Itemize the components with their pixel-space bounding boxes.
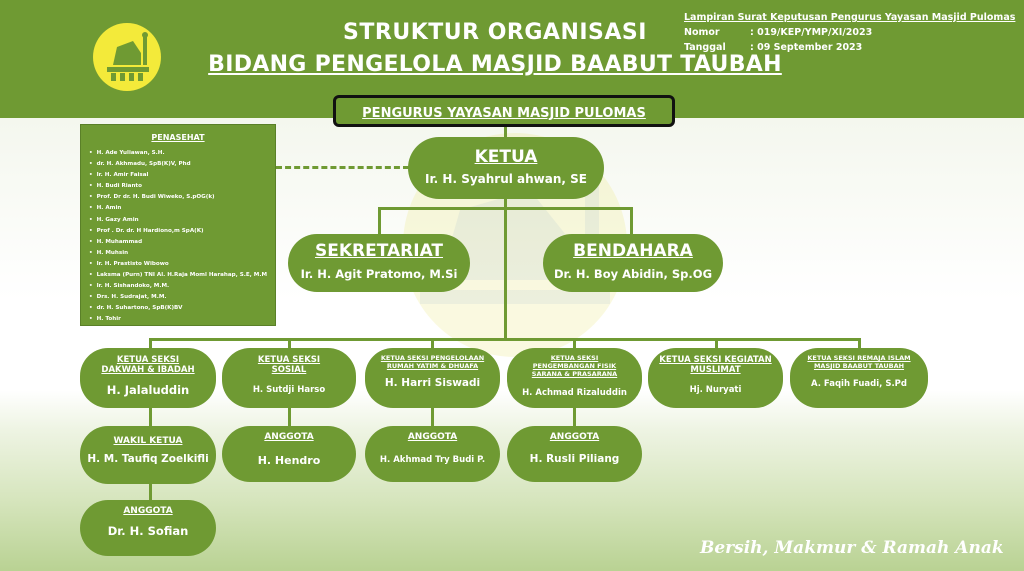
- seksi-name: H. Harri Siswadi: [384, 377, 481, 389]
- ketua-name: Ir. H. Syahrul ahwan, SE: [425, 172, 587, 186]
- connector-line: [378, 207, 381, 237]
- anggota-title: ANGGOTA: [549, 432, 600, 442]
- connector-line: [504, 198, 507, 341]
- anggota-name: H. Hendro: [257, 454, 321, 467]
- sekretariat-node: [288, 234, 470, 292]
- seksi-fisik-node: [507, 348, 642, 408]
- seksi-yatim-node: [365, 348, 500, 408]
- anggota-yatim-node: [365, 426, 500, 482]
- seksi-dakwah-node: [80, 348, 216, 408]
- seksi-sosial-node: [222, 348, 356, 408]
- bendahara-title: BENDAHARA: [573, 241, 693, 261]
- anggota-title: ANGGOTA: [264, 432, 314, 442]
- list-item: • dr. H. Suhartono, SpB(K)BV: [89, 303, 275, 314]
- seksi-name: H. Jalaluddin: [106, 383, 190, 397]
- seksi-name: Hj. Nuryati: [689, 385, 742, 395]
- connector-line: [149, 408, 152, 426]
- seksi-name: H. Achmad Rizaluddin: [522, 388, 627, 398]
- list-item: • Prof . Dr. dr. H Hardiono,m SpA(K): [89, 226, 275, 237]
- anggota-fisik-node: [507, 426, 642, 482]
- list-item: • H. Muhsin: [89, 248, 275, 259]
- seksi-name: A. Faqih Fuadi, S.Pd: [811, 379, 907, 389]
- list-item: • Drs. H. Sudrajat, M.M.: [89, 292, 275, 303]
- list-item: • Ir. H. Prastisto Wibowo: [89, 259, 275, 270]
- list-item: • Laksma (Purn) TNI Al. H.Raja Moml Harahap, S.E, M.M: [89, 270, 275, 281]
- wakil-ketua-node: [80, 426, 216, 484]
- list-item: • Ir. H. Amir Faisal: [89, 170, 275, 181]
- reference-block: [684, 10, 1015, 55]
- tanggal-value: : 09 September 2023: [750, 42, 863, 53]
- seksi-name: H. Sutdji Harso: [252, 385, 326, 395]
- seksi-title: KETUA SEKSI DAKWAH & IBADAH: [101, 355, 195, 375]
- connector-line: [149, 338, 861, 341]
- anggota-sosial-node: [222, 426, 356, 482]
- penasehat-dashed-line: [276, 166, 409, 169]
- list-item: • H. Budi Rianto: [89, 181, 275, 192]
- mosque-logo-icon: [93, 23, 161, 91]
- anggota-name: Dr. H. Sofian: [107, 524, 189, 538]
- nomor-value: : 019/KEP/YMP/XI/2023: [750, 27, 873, 38]
- connector-line: [431, 408, 434, 426]
- seksi-title: KETUA SEKSI KEGIATAN MUSLIMAT: [659, 355, 772, 375]
- nomor-label: Nomor: [684, 27, 720, 38]
- pengurus-yayasan-box: PENGURUS YAYASAN MASJID PULOMAS: [333, 95, 675, 127]
- connector-line: [378, 207, 633, 210]
- seksi-title: KETUA SEKSI SOSIAL: [257, 355, 321, 375]
- list-item: • H. Muhammad: [89, 237, 275, 248]
- penasehat-title: PENASEHAT: [151, 133, 205, 142]
- bendahara-name: Dr. H. Boy Abidin, Sp.OG: [553, 267, 713, 281]
- wakil-ketua-title: WAKIL KETUA: [113, 436, 183, 446]
- seksi-remaja-node: [790, 348, 928, 408]
- wakil-ketua-name: H. M. Taufiq Zoelkifli: [87, 453, 209, 465]
- anggota-name: H. Rusli Piliang: [529, 453, 620, 465]
- anggota-name: H. Akhmad Try Budi P.: [379, 455, 486, 465]
- anggota-title: ANGGOTA: [123, 506, 173, 516]
- connector-line: [630, 207, 633, 237]
- reference-heading: Lampiran Surat Keputusan Pengurus Yayasan Masjid Pulomas: [684, 12, 1016, 23]
- anggota-dakwah-node: [80, 500, 216, 556]
- list-item: • dr. H. Akhmadu, SpB(K)V, Phd: [89, 159, 275, 170]
- list-item: • Prof. Dr dr. H. Budi Wiweko, S.pOG(k): [89, 192, 275, 203]
- sekretariat-title: SEKRETARIAT: [314, 241, 443, 261]
- seksi-title: KETUA SEKSI PENGEMBANGAN FISIK SARANA & PRASARANA: [531, 354, 618, 378]
- penasehat-box: [80, 124, 276, 326]
- connector-line: [288, 408, 291, 426]
- connector-line: [149, 484, 152, 500]
- page-title: STRUKTUR ORGANISASI: [343, 20, 647, 45]
- list-item: • H. Amin: [89, 203, 275, 214]
- page-subtitle: BIDANG PENGELOLA MASJID BAABUT TAUBAH: [208, 52, 782, 77]
- seksi-muslimat-node: [648, 348, 783, 408]
- connector-line: [573, 408, 576, 426]
- seksi-title: KETUA SEKSI REMAJA ISLAM MASJID BAABUT TAUBAH: [807, 354, 911, 370]
- list-item: • H. Gazy Amin: [89, 215, 275, 226]
- penasehat-list: [81, 148, 275, 326]
- list-item: • H. Tohir: [89, 314, 275, 325]
- seksi-title: KETUA SEKSI PENGELOLAAN RUMAH YATIM & DHUAFA: [380, 354, 485, 370]
- list-item: • H. Ade Yuliawan, S.H.: [89, 148, 275, 159]
- list-item: • Ir. H. Sishandoko, M.M.: [89, 281, 275, 292]
- anggota-title: ANGGOTA: [407, 432, 458, 442]
- sekretariat-name: Ir. H. Agit Pratomo, M.Si: [300, 267, 458, 281]
- ketua-title: KETUA: [474, 147, 538, 167]
- ketua-node: [408, 137, 604, 199]
- motto-text: Bersih, Makmur & Ramah Anak: [700, 538, 1004, 558]
- tanggal-label: Tanggal: [684, 42, 726, 53]
- bendahara-node: [543, 234, 723, 292]
